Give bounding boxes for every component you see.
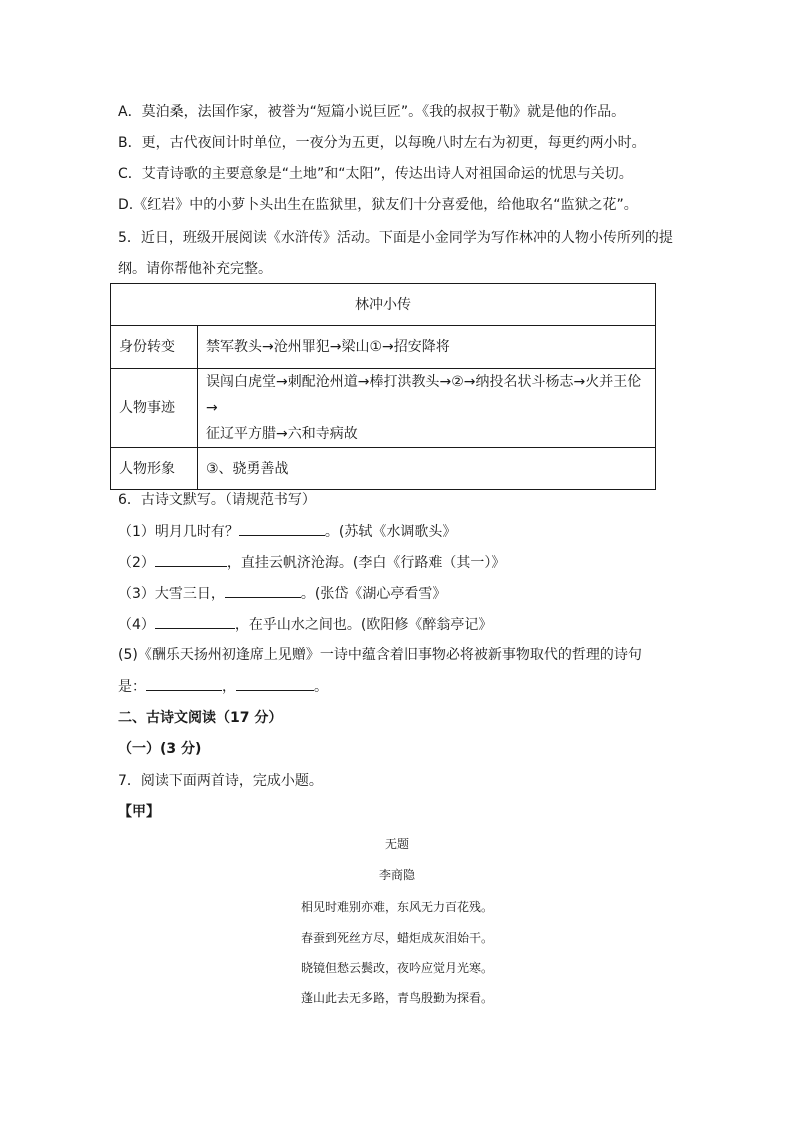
answer-blank[interactable] bbox=[155, 614, 235, 629]
q6-item-3 bbox=[118, 583, 446, 604]
identity-text: 禁军教头→沧州罪犯→梁山①→招安降将 bbox=[206, 339, 450, 355]
option-d: D.《红岩》中的小萝卜头出生在监狱里，狱友们十分喜爱他，给他取名“监狱之花”。 bbox=[118, 197, 638, 213]
poem-line-4: 蓬山此去无多路，青鸟殷勤为探看。 bbox=[300, 991, 493, 1005]
q6-item-3-source: 。(张岱《湖心亭看雪》 bbox=[300, 586, 447, 602]
q6-item-5-prefix: 是： bbox=[118, 679, 146, 695]
q6-item-4-source: ，在乎山水之间也。(欧阳修《醉翁亭记》 bbox=[234, 617, 493, 633]
question-7-prompt: 7．阅读下面两首诗，完成小题。 bbox=[118, 773, 323, 789]
q6-item-1 bbox=[118, 521, 456, 542]
answer-blank[interactable] bbox=[225, 583, 301, 598]
poem-line-2: 春蚕到死丝方尽，蜡炬成灰泪始干。 bbox=[300, 931, 493, 945]
option-a: A．莫泊桑，法国作家，被誉为“短篇小说巨匠”。《我的叔叔于勒》就是他的作品。 bbox=[118, 104, 626, 120]
section-2-sub-heading: （一）(3 分) bbox=[118, 741, 202, 757]
answer-blank[interactable] bbox=[236, 676, 314, 691]
deeds-line-1: 误闯白虎堂→刺配沧州道→棒打洪教头→②→纳投名状斗杨志→火并王伦→ bbox=[206, 374, 642, 416]
q6-item-1-prompt: （1）明月几时有？ bbox=[118, 524, 239, 540]
row-content-deeds bbox=[198, 369, 656, 448]
image-text: ③、骁勇善战 bbox=[206, 460, 289, 477]
q6-item-1-source: 。(苏轼《水调歌头》 bbox=[324, 524, 457, 540]
q6-item-4 bbox=[118, 614, 492, 635]
row-label-deeds: 人物事迹 bbox=[111, 369, 198, 448]
q6-item-5-line2 bbox=[118, 676, 328, 697]
q6-item-5-sep: ， bbox=[222, 679, 236, 695]
lin-chong-biography-table bbox=[110, 283, 656, 490]
q6-item-3-prompt: （3）大雪三日， bbox=[118, 586, 225, 602]
row-label-image: 人物形象 bbox=[111, 448, 198, 490]
deeds-line-2: 征辽平方腊→六和寺病故 bbox=[206, 426, 358, 442]
option-c: C．艾青诗歌的主要意象是“土地”和“太阳”，传达出诗人对祖国命运的忧思与关切。 bbox=[118, 166, 633, 182]
poem-line-1: 相见时难别亦难，东风无力百花残。 bbox=[300, 900, 493, 914]
row-content-identity bbox=[198, 326, 656, 369]
option-b: B．更，古代夜间计时单位，一夜分为五更，以每晚八时左右为初更，每更约两小时。 bbox=[118, 135, 646, 151]
q6-item-5-line1: (5)《酬乐天扬州初逢席上见赠》一诗中蕴含着旧事物必将被新事物取代的哲理的诗句 bbox=[118, 647, 642, 663]
question-6-title: 6．古诗文默写。（请规范书写） bbox=[118, 492, 316, 508]
question-5-line1: 5．近日，班级开展阅读《水浒传》活动。下面是小金同学为写作林冲的人物小传所列的提 bbox=[118, 230, 673, 246]
answer-blank[interactable] bbox=[146, 676, 222, 691]
poem-title: 无题 bbox=[384, 837, 409, 851]
row-content-image bbox=[198, 448, 656, 490]
row-label-identity: 身份转变 bbox=[111, 326, 198, 369]
table-title: 林冲小传 bbox=[111, 284, 656, 326]
poem-author: 李商隐 bbox=[378, 868, 415, 882]
q6-item-2-prompt: （2） bbox=[118, 555, 155, 571]
poem-a-tag: 【甲】 bbox=[118, 804, 160, 820]
q6-item-2-source: ，直挂云帆济沧海。(李白《行路难（其一）》 bbox=[226, 555, 506, 571]
poem-line-3: 晓镜但愁云鬓改，夜吟应觉月光寒。 bbox=[300, 961, 493, 975]
answer-blank[interactable] bbox=[239, 521, 325, 536]
q6-item-2 bbox=[118, 552, 505, 573]
answer-blank[interactable] bbox=[155, 552, 227, 567]
q6-item-5-end: 。 bbox=[314, 679, 328, 695]
section-2-heading: 二、古诗文阅读（17 分） bbox=[118, 710, 283, 726]
question-5-line2: 纲。请你帮他补充完整。 bbox=[118, 261, 272, 277]
q6-item-4-prompt: （4） bbox=[118, 617, 155, 633]
